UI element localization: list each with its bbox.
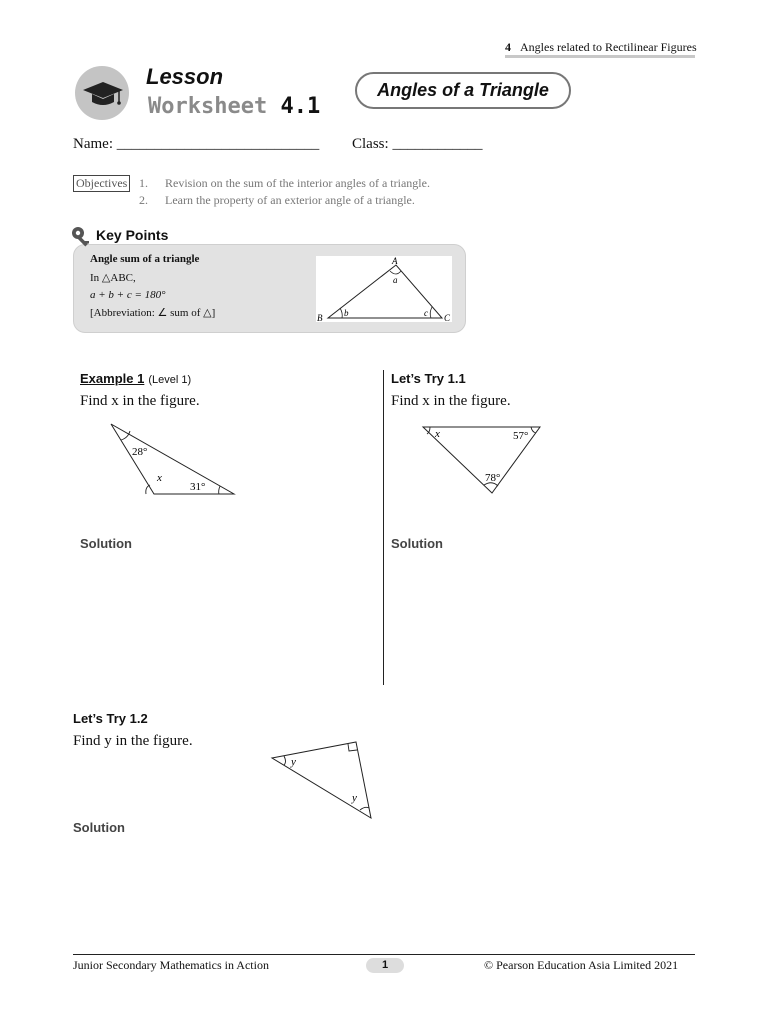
example-1-title: Example 1	[80, 371, 145, 386]
objective-text: Learn the property of an exterior angle of a triangle.	[165, 193, 415, 207]
key-point-line: In △ABC,	[90, 272, 136, 284]
graduation-cap-icon	[75, 66, 129, 120]
vertex-label: B	[317, 313, 323, 322]
objective-number: 1.	[139, 176, 148, 190]
class-label: Class:	[352, 136, 389, 152]
name-label: Name:	[73, 136, 113, 152]
worksheet-number: 4.1	[280, 94, 321, 119]
angle-label: 28°	[132, 446, 148, 458]
lets-try-1-1-question: Find x in the figure.	[391, 393, 511, 409]
class-field[interactable]	[352, 136, 482, 153]
key-point-line: [Abbreviation: ∠ sum of △]	[90, 307, 216, 319]
angle-label: y	[352, 792, 357, 804]
key-point-line: a + b + c = 180°	[90, 289, 166, 301]
lets-try-1-2-heading: Let’s Try 1.2	[73, 711, 148, 726]
vertex-label: A	[392, 256, 398, 266]
triangle-abc-figure	[316, 256, 452, 322]
objective-item	[139, 176, 430, 191]
worksheet-title	[148, 94, 320, 119]
worksheet-label: Worksheet	[148, 94, 268, 119]
example-1-question: Find x in the figure.	[80, 393, 200, 409]
angle-label: a	[393, 275, 398, 285]
angle-label: 78°	[485, 472, 501, 484]
column-divider	[383, 370, 384, 685]
objective-item	[139, 193, 415, 208]
key-points-label: Key Points	[96, 227, 169, 243]
name-field[interactable]	[73, 136, 319, 153]
objectives-label: Objectives	[73, 175, 130, 192]
example-1-solution-label: Solution	[80, 536, 132, 551]
example-1-heading	[80, 371, 191, 386]
topic-title: Angles of a Triangle	[355, 72, 571, 109]
level-label: (Level 1)	[148, 374, 192, 386]
header-rule	[505, 55, 695, 58]
lets-try-1-1-heading: Let’s Try 1.1	[391, 371, 466, 386]
name-blank: ___________________________	[116, 136, 320, 152]
lesson-title: Lesson	[146, 64, 224, 89]
objective-text: Revision on the sum of the interior angles of a triangle.	[165, 176, 430, 190]
angle-label: y	[291, 756, 296, 768]
vertex-label: C	[444, 313, 451, 322]
lets-try-1-1-solution-label: Solution	[391, 536, 443, 551]
footer-rule	[73, 954, 695, 955]
footer-copyright: © Pearson Education Asia Limited 2021	[484, 958, 679, 972]
angle-label: b	[344, 308, 349, 318]
chapter-header	[505, 40, 697, 55]
example-1-figure	[106, 420, 238, 498]
lets-try-1-2-solution-label: Solution	[73, 820, 125, 835]
lets-try-1-2-figure	[268, 738, 376, 822]
class-blank: ____________	[392, 136, 483, 152]
lets-try-1-2-question: Find y in the figure.	[73, 733, 193, 749]
angle-label: 31°	[190, 481, 206, 493]
chapter-title: Angles related to Rectilinear Figures	[520, 40, 697, 54]
lets-try-1-1-figure	[420, 423, 544, 497]
key-icon	[70, 225, 92, 247]
angle-label: x	[157, 472, 162, 484]
objective-number: 2.	[139, 193, 148, 207]
key-point-heading: Angle sum of a triangle	[90, 253, 200, 265]
footer-book-title: Junior Secondary Mathematics in Action	[73, 958, 269, 972]
page-number: 1	[366, 958, 404, 973]
angle-label: x	[435, 428, 440, 440]
angle-label: 57°	[513, 430, 529, 442]
chapter-number: 4	[505, 40, 511, 54]
angle-label: c	[424, 308, 428, 318]
